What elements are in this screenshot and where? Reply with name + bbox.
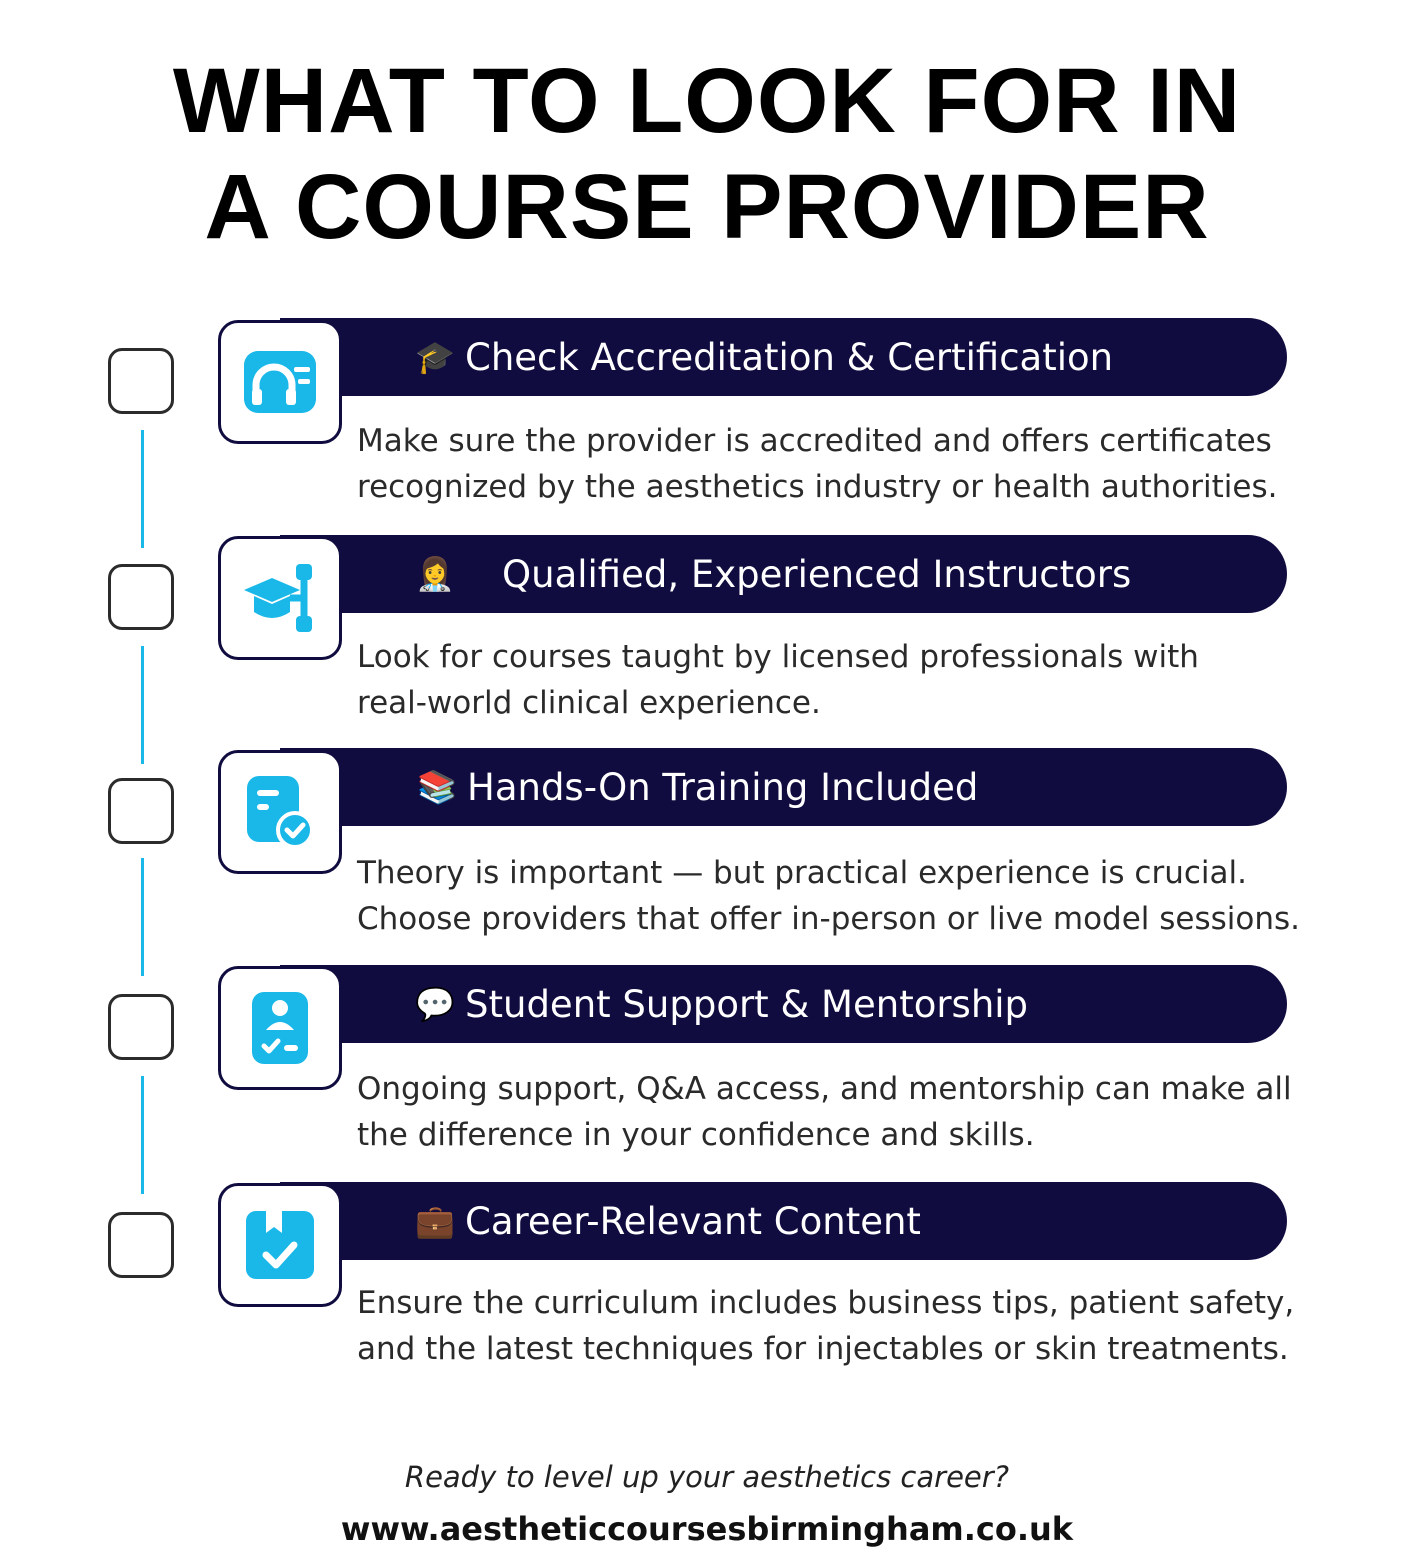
connector-line [141, 858, 144, 976]
icon-card-accreditation [218, 320, 342, 444]
item-banner-support [280, 965, 1287, 1043]
checkbox-career[interactable] [108, 1212, 174, 1278]
item-heading: Qualified, Experienced Instructors [502, 553, 1132, 596]
item-heading: Student Support & Mentorship [465, 983, 1029, 1026]
item-heading: Career-Relevant Content [465, 1200, 921, 1243]
graduation-cap-emoji-icon: 🎓 [415, 338, 455, 376]
icon-card-instructors [218, 536, 342, 660]
website-link[interactable]: www.aestheticcoursesbirmingham.co.uk [340, 1510, 1074, 1548]
item-banner-career [280, 1182, 1287, 1260]
graduation-cap-network-icon [242, 560, 318, 636]
item-description: Ensure the curriculum includes business tips, patient safety, and the latest techniques for injectables or skin treatments. [357, 1285, 1295, 1367]
item-heading: Check Accreditation & Certification [465, 336, 1114, 379]
icon-card-hands-on [218, 750, 342, 874]
briefcase-emoji-icon: 💼 [415, 1202, 455, 1240]
checkbox-instructors[interactable] [108, 564, 174, 630]
connector-line [141, 430, 144, 548]
item-description: Look for courses taught by licensed professionals with real-world clinical experience. [357, 639, 1199, 721]
item-description: Make sure the provider is accredited and offers certificates recognized by the aesthetics industry or health authorities. [357, 423, 1278, 505]
icon-card-support [218, 966, 342, 1090]
page-title [0, 48, 1414, 260]
checkbox-accreditation[interactable] [108, 348, 174, 414]
health-worker-emoji-icon: 👩‍⚕️ [415, 555, 455, 593]
checkbox-support[interactable] [108, 994, 174, 1060]
item-banner-instructors [280, 535, 1287, 613]
item-description: Ongoing support, Q&A access, and mentorship can make all the difference in your confidence and skills. [357, 1071, 1292, 1153]
item-banner-hands-on [280, 748, 1287, 826]
checkbox-hands-on[interactable] [108, 778, 174, 844]
call-to-action: Ready to level up your aesthetics career? [404, 1460, 1010, 1494]
document-check-icon [245, 774, 315, 850]
connector-line [141, 1076, 144, 1194]
item-heading: Hands-On Training Included [467, 766, 979, 809]
person-checklist-icon [250, 990, 310, 1066]
title-line-2: A COURSE PROVIDER [204, 156, 1210, 258]
title-line-1: WHAT TO LOOK FOR IN [172, 50, 1242, 152]
connector-line [141, 646, 144, 764]
books-emoji-icon: 📚 [417, 768, 457, 806]
bookmark-check-icon [244, 1209, 316, 1281]
item-banner-accreditation [280, 318, 1287, 396]
speech-bubble-emoji-icon: 💬 [415, 985, 455, 1023]
icon-card-career [218, 1183, 342, 1307]
headset-chat-icon [242, 349, 318, 415]
item-description: Theory is important — but practical experience is crucial. Choose providers that offer in-person or live model sessions. [357, 855, 1301, 937]
